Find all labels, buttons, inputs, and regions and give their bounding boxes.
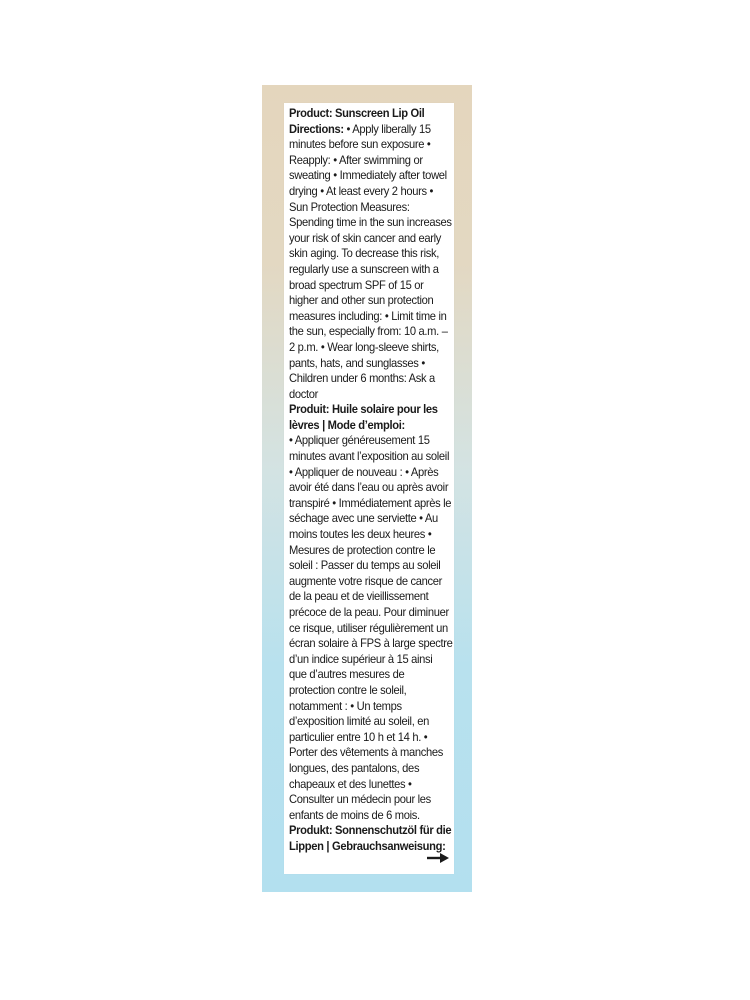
- product-name-de: Produkt: Sonnenschutzöl für die Lippen | Gebrauchsanweisung:: [289, 823, 452, 853]
- directions-text-en: • Apply liberally 15 minutes before sun exposure • Reapply: • After swimming or sweating • Immediately after towel drying • At least every 2 hours • Sun Protection Measures: Spending time in the sun increases your risk of skin cancer and early skin aging. To decrease this risk, regularly use a sunscreen with a broad spectrum SPF of 15 or higher and other sun protection measures including: • Limit time in the sun, especially from: 10 a.m. – 2 p.m. • Wear long-sleeve shirts, pants, hats, and sunglasses • Children under 6 months: Ask a doctor: [289, 121, 452, 401]
- product-name-en: Product: Sunscreen Lip Oil: [289, 106, 425, 120]
- directions-label-panel: [284, 103, 454, 874]
- label-text-block: [289, 106, 453, 855]
- directions-heading-en: Directions:: [289, 121, 344, 136]
- product-name-fr: Produit: Huile solaire pour les lèvres | Mode d’emploi:: [289, 402, 438, 432]
- directions-text-fr: • Appliquer généreusement 15 minutes avant l’exposition au soleil • Appliquer de nouveau : • Après avoir été dans l’eau ou après avoir transpiré • Immédiatement après le séchage avec une serviette • Au moins toutes les deux heures • Mesures de protection contre le soleil : Passer du temps au soleil augmente votre risque de cancer de la peau et de vieillissement précoce de la peau. Pour diminuer ce risque, utiliser régulièrement un écran solaire à FPS à large spectre d’un indice supérieur à 15 ainsi que d’autres mesures de protection contre le soleil, notamment : • Un temps d’exposition limité au soleil, en particulier entre 10 h et 14 h. • Porter des vêtements à manches longues, des pantalons, des chapeaux et des lunettes • Consulter un médecin pour les enfants de moins de 6 mois.: [289, 433, 453, 822]
- arrow-right-icon: [426, 852, 450, 864]
